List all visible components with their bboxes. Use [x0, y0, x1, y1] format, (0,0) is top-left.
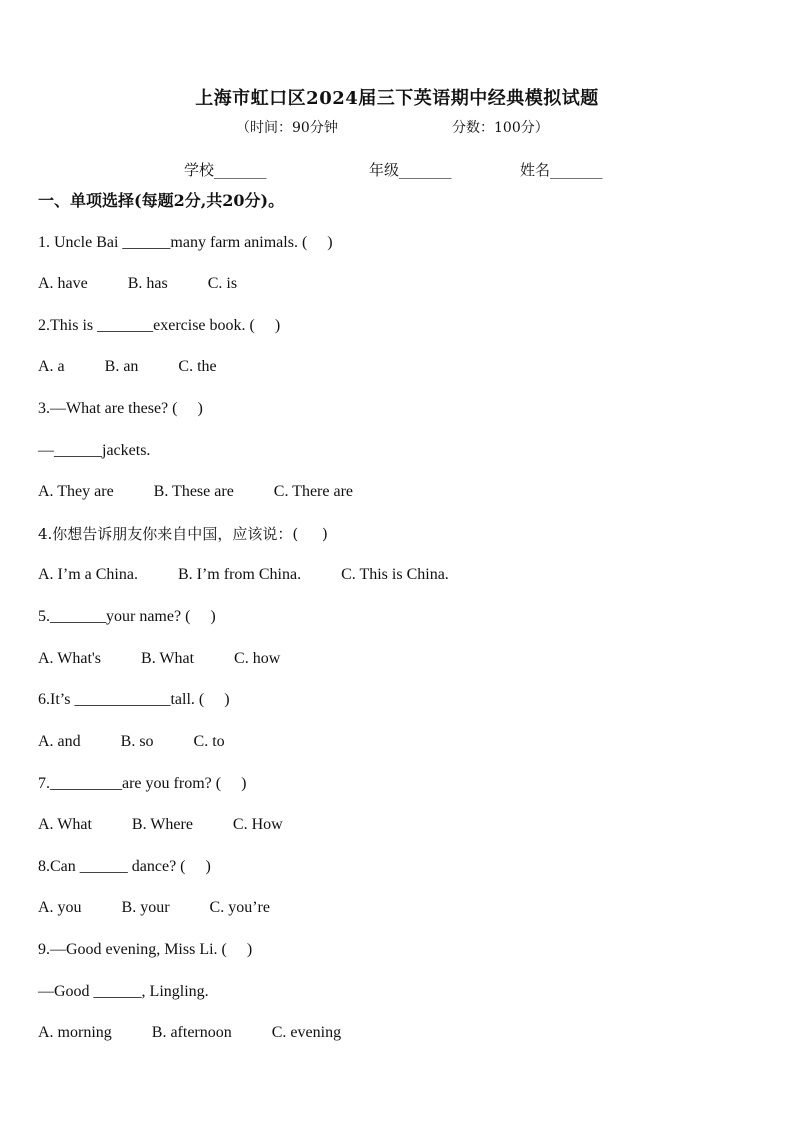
- question-2: 2.This is _______exercise book. ( ): [38, 317, 281, 334]
- exam-score: 分数：100分）: [452, 120, 549, 136]
- question-8: 8.Can ______ dance? ( ): [38, 858, 211, 875]
- options-9: A. morning B. afternoon C. evening: [38, 1024, 342, 1041]
- exam-time: （时间：90分钟: [236, 120, 338, 136]
- grade-field: 年级_______: [369, 161, 452, 179]
- options-8: A. you B. your C. you’re: [38, 899, 270, 916]
- answer-3: —______jackets.: [38, 442, 151, 459]
- options-4: A. I’m a China. B. I’m from China. C. This is China.: [38, 566, 449, 583]
- exam-title: 上海市虹口区2024届三下英语期中经典模拟试题: [195, 88, 599, 109]
- question-9: 9.—Good evening, Miss Li. ( ): [38, 941, 253, 958]
- question-7: 7._________are you from? ( ): [38, 775, 247, 792]
- options-6: A. and B. so C. to: [38, 733, 225, 750]
- question-1: 1. Uncle Bai ______many farm animals. ( ): [38, 234, 333, 251]
- school-field: 学校_______: [184, 161, 267, 179]
- section-heading: 一、单项选择(每题2分,共20分)。: [38, 191, 285, 210]
- options-2: A. a B. an C. the: [38, 358, 217, 375]
- name-field: 姓名_______: [520, 161, 603, 179]
- answer-9: —Good ______, Lingling.: [38, 983, 209, 1000]
- question-4: 4.你想告诉朋友你来自中国，应该说：( ): [38, 525, 328, 543]
- options-7: A. What B. Where C. How: [38, 816, 283, 833]
- options-5: A. What's B. What C. how: [38, 650, 281, 667]
- question-3: 3.—What are these? ( ): [38, 400, 203, 417]
- question-5: 5._______your name? ( ): [38, 608, 216, 625]
- options-1: A. have B. has C. is: [38, 275, 238, 292]
- question-6: 6.It’s ____________tall. ( ): [38, 691, 230, 708]
- options-3: A. They are B. These are C. There are: [38, 483, 354, 500]
